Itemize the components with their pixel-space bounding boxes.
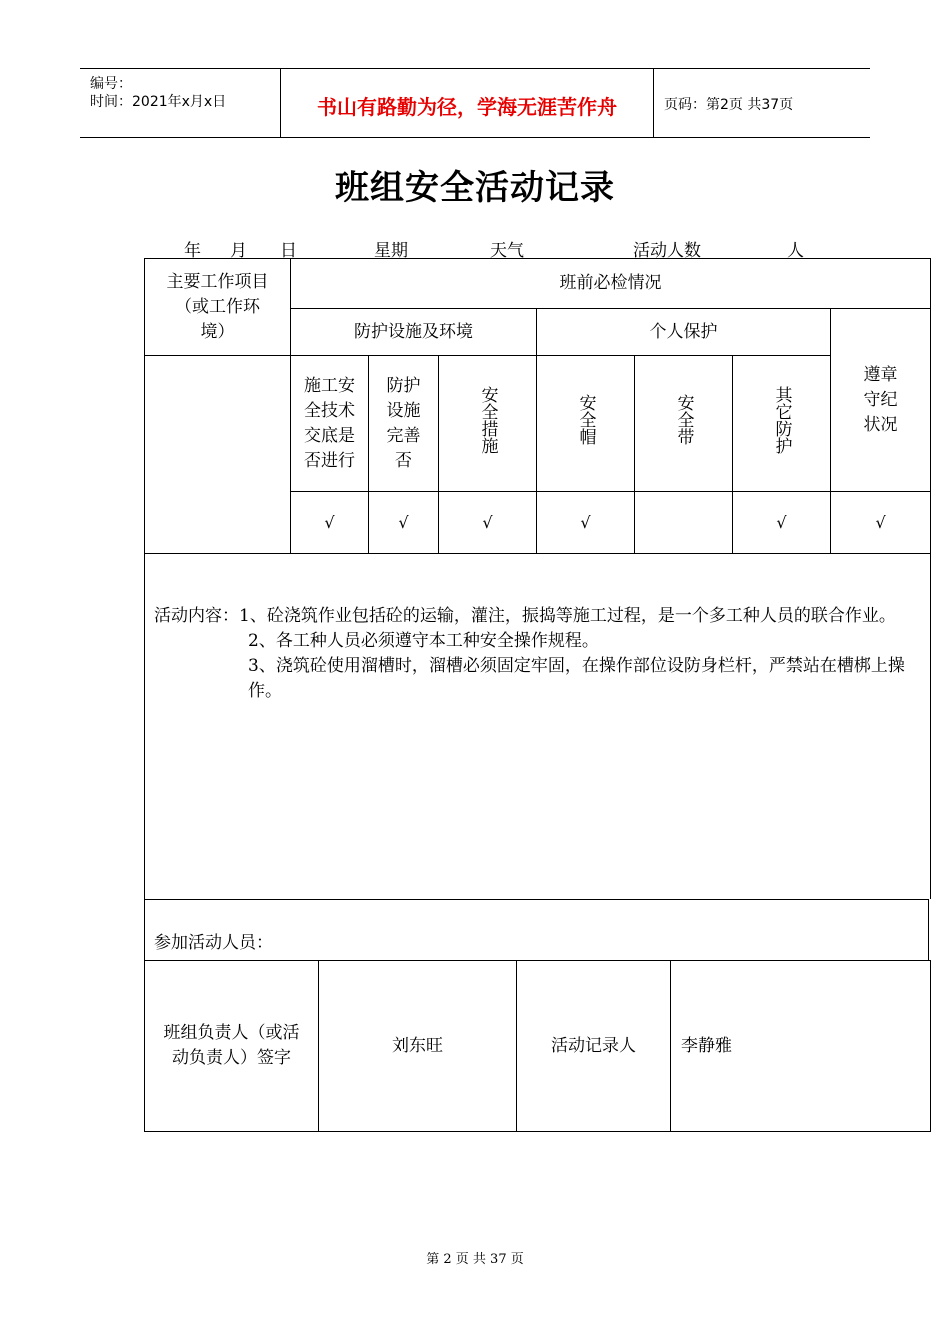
- page-label: 页码：第2页 共37页: [664, 97, 794, 113]
- page-footer: 第 2 页 共 37 页: [426, 1252, 524, 1267]
- column-header: 施工安全技术交底是否进行: [291, 356, 369, 492]
- number-label: 编号：: [90, 76, 132, 92]
- day-label: 日: [280, 241, 297, 261]
- person-unit-label: 人: [787, 241, 804, 261]
- header-meta-cell: [80, 69, 281, 137]
- leader-name: 刘东旺: [319, 961, 517, 1132]
- signature-table: [144, 960, 931, 1132]
- header-motto-cell: [281, 69, 654, 137]
- year-label: 年: [184, 241, 201, 261]
- check-table: [144, 258, 931, 554]
- recorder-label: 活动记录人: [517, 961, 671, 1132]
- activity-line: 2、各工种人员必须遵守本工种安全操作规程。: [248, 631, 599, 651]
- leader-label: 班组负责人（或活动负责人）签字: [163, 1023, 300, 1068]
- header-strip: [80, 68, 870, 138]
- weather-label: 天气: [490, 241, 524, 261]
- column-header: 安全措施: [439, 356, 537, 492]
- activity-content: [154, 604, 924, 704]
- time-label: 时间：2021年x月x日: [90, 94, 227, 110]
- pre-shift-check-header: 班前必检情况: [291, 259, 931, 309]
- motto: 书山有路勤为径，学海无涯苦作舟: [317, 95, 617, 119]
- participants-count-label: 活动人数: [633, 241, 701, 261]
- main-project-header: 主要工作项目（或工作环境）: [145, 259, 291, 356]
- participants-label: 参加活动人员：: [154, 933, 273, 953]
- rule-compliance-header: 遵章守纪状况: [831, 309, 931, 492]
- activity-section: [144, 552, 931, 899]
- check-mark: √: [369, 492, 439, 554]
- leader-label-cell: [145, 961, 319, 1132]
- recorder-name: 李静雅: [671, 961, 931, 1132]
- check-mark: [635, 492, 733, 554]
- weekday-label: 星期: [374, 241, 408, 261]
- month-label: 月: [230, 241, 247, 261]
- personal-protection-header: 个人保护: [537, 309, 831, 356]
- activity-line: 活动内容：1、砼浇筑作业包括砼的运输，灌注，振捣等施工过程，是一个多工种人员的联合作业。: [154, 606, 896, 626]
- column-header: 安全帽: [537, 356, 635, 492]
- page-title: 班组安全活动记录: [335, 168, 615, 208]
- date-line: [0, 236, 950, 261]
- column-header: 防护设施完善否: [369, 356, 439, 492]
- column-header: 安全带: [635, 356, 733, 492]
- check-mark: √: [831, 492, 931, 554]
- header-page-cell: [654, 69, 870, 137]
- participants-section: [144, 899, 929, 961]
- check-mark: √: [439, 492, 537, 554]
- check-mark: √: [537, 492, 635, 554]
- activity-line: 3、浇筑砼使用溜槽时，溜槽必须固定牢固，在操作部位设防身栏杆，严禁站在槽梆上操作。: [248, 656, 905, 701]
- check-mark: √: [733, 492, 831, 554]
- check-mark: √: [291, 492, 369, 554]
- protection-env-header: 防护设施及环境: [291, 309, 537, 356]
- column-header: 其它防护: [733, 356, 831, 492]
- main-project-value: [145, 356, 291, 554]
